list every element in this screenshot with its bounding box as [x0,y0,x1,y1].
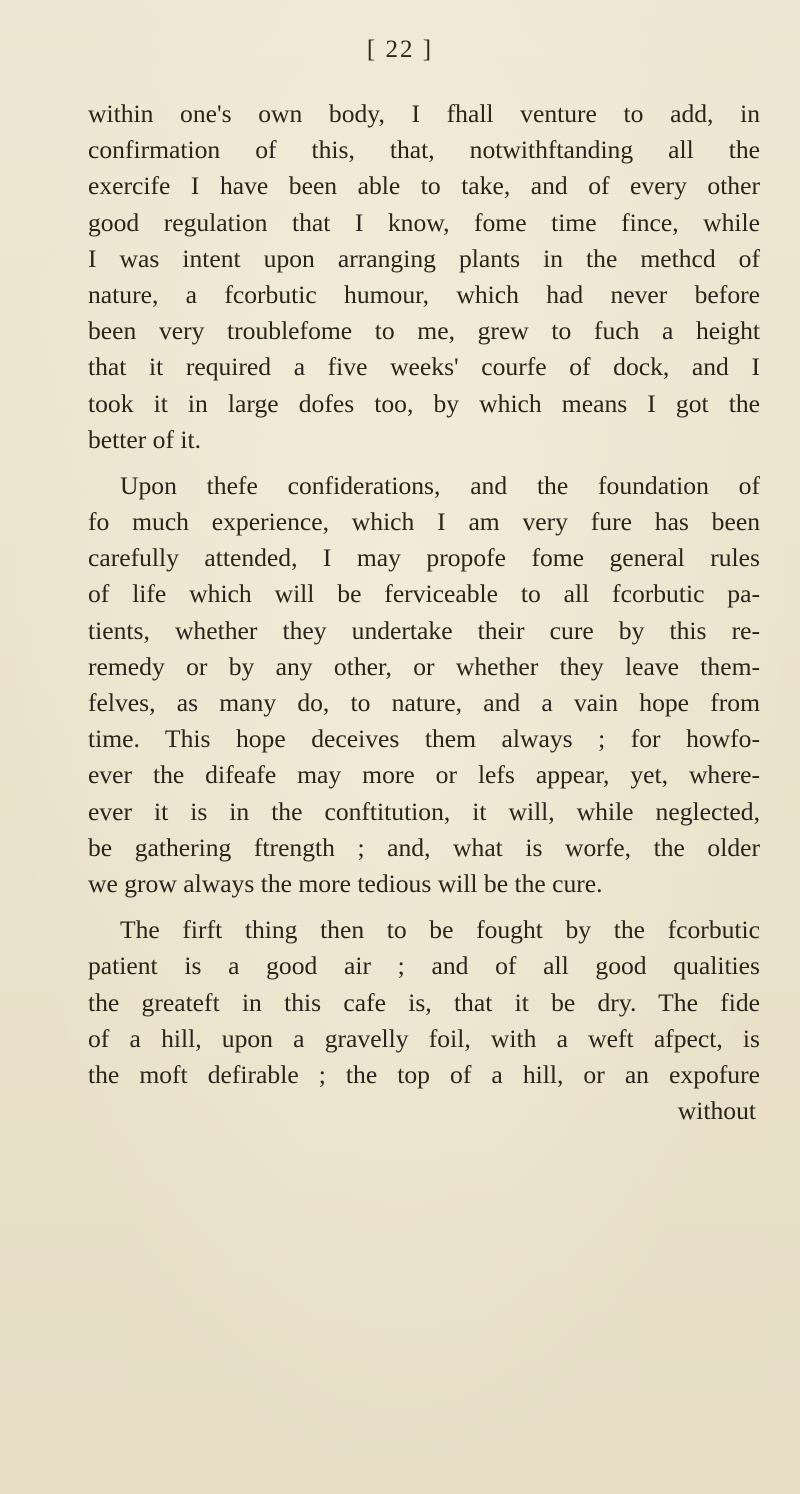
catchword: without [677,1096,756,1126]
paragraph-2 [88,468,760,902]
text-line: within one's own body, I fhall venture to add, in [88,99,760,128]
text-line: patient is a good air ; and of all good qualities [88,951,760,981]
text-line: good regulation that I know, fome time fince, while [88,207,760,237]
text-line: been very troublefome to me, grew to fuch a height [88,316,760,346]
page-number-header: [ 22 ] [366,36,434,63]
text-line: I was intent upon arranging plants in the methcd of [88,243,760,273]
text-line: remedy or by any other, or whether they leave them- [88,651,760,681]
text-line: tients, whether they undertake their cure by this re- [88,615,760,645]
text-line: The firft thing then to be fought by the fcorbutic [120,915,760,945]
text-line: Upon thefe confiderations, and the foundation of [120,470,760,500]
text-line: ever the difeafe may more or lefs appear, yet, where- [88,760,760,790]
text-line: confirmation of this, that, notwithftanding all the [88,135,760,165]
text-line: better of it. [88,424,201,454]
text-line: felves, as many do, to nature, and a vain hope from [88,688,760,717]
paragraph-1 [88,96,760,458]
body-text [88,96,760,1129]
text-line: nature, a fcorbutic humour, which had never before [88,279,760,309]
text-line: exercife I have been able to take, and of every other [88,171,760,201]
text-line: took it in large dofes too, by which means I got the [88,388,760,418]
text-line: ever it is in the conftitution, it will, while neglected, [88,796,760,826]
text-line: fo much experience, which I am very fure has been [88,507,760,537]
text-line: the moft defirable ; the top of a hill, or an expofure [88,1059,760,1089]
text-line: the greateft in this cafe is, that it be dry. The fide [88,987,760,1017]
text-line: carefully attended, I may propofe fome general rules [88,543,760,573]
paragraph-3 [88,912,760,1093]
text-line: of a hill, upon a gravelly foil, with a weft afpect, is [88,1023,760,1053]
text-line: that it required a five weeks' courfe of dock, and I [88,352,760,382]
text-line: of life which will be ferviceable to all fcorbutic pa- [88,579,760,609]
text-line: time. This hope deceives them always ; for howfo- [88,724,760,754]
text-line: we grow always the more tedious will be the cure. [88,868,603,898]
text-line: be gathering ftrength ; and, what is worfe, the older [88,832,760,862]
